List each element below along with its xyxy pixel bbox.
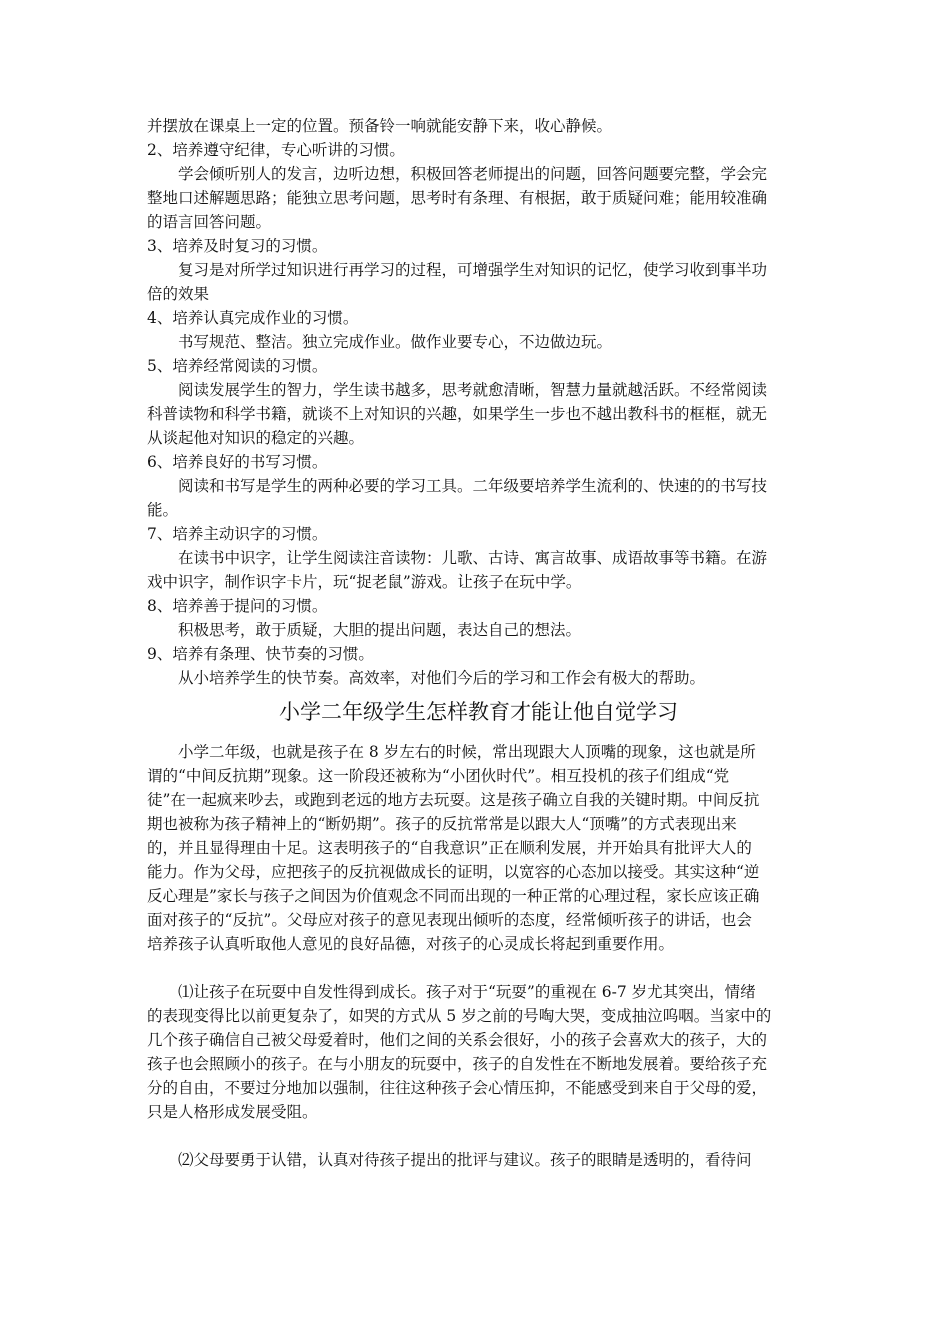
section-heading: 9、培养有条理、快节奏的习惯。	[147, 645, 374, 663]
section-heading: 6、培养良好的书写习惯。	[147, 453, 328, 471]
text-line: 反心理是”家长与孩子之间因为价值观念不同而出现的一种正常的心理过程，家长应该正确	[147, 887, 760, 905]
text-line: 书写规范、整洁。独立完成作业。做作业要专心，不边做边玩。	[178, 333, 613, 351]
section-heading: 4、培养认真完成作业的习惯。	[147, 309, 359, 327]
text-line: 并摆放在课桌上一定的位置。预备铃一响就能安静下来，收心静候。	[147, 117, 613, 135]
text-line: 培养孩子认真听取他人意见的良好品德，对孩子的心灵成长将起到重要作用。	[147, 935, 675, 953]
section-heading: 7、培养主动识字的习惯。	[147, 525, 328, 543]
section-heading: 8、培养善于提问的习惯。	[147, 597, 328, 615]
text-line: 谓的“中间反抗期”现象。这一阶段还被称为“小团伙时代”。相互投机的孩子们组成“党	[147, 767, 730, 785]
text-line: 阅读发展学生的智力，学生读书越多，思考就愈清晰，智慧力量就越活跃。不经常阅读	[178, 381, 768, 399]
text-line: 分的自由，不要过分地加以强制，往往这种孩子会心情压抑，不能感受到来自于父母的爱，	[147, 1079, 768, 1097]
text-line: 能力。作为父母，应把孩子的反抗视做成长的证明，以宽容的心态加以接受。其实这种“逆	[147, 863, 760, 881]
text-line: ⑵父母要勇于认错，认真对待孩子提出的批评与建议。孩子的眼睛是透明的，看待问	[178, 1151, 752, 1169]
article-title: 小学二年级学生怎样教育才能让他自觉学习	[279, 700, 678, 724]
section-heading: 3、培养及时复习的习惯。	[147, 237, 328, 255]
text-line: 几个孩子确信自己被父母爱着时，他们之间的关系会很好，小的孩子会喜欢大的孩子，大的	[147, 1031, 768, 1049]
text-line: 孩子也会照顾小的孩子。在与小朋友的玩耍中，孩子的自发性在不断地发展着。要给孩子充	[147, 1055, 768, 1073]
text-line: 在读书中识字，让学生阅读注音读物：儿歌、古诗、寓言故事、成语故事等书籍。在游	[178, 549, 768, 567]
text-line: 期也被称为孩子精神上的“断奶期”。孩子的反抗常常是以跟大人“顶嘴”的方式表现出来	[147, 815, 737, 833]
text-line: 戏中识字，制作识字卡片，玩“捉老鼠”游戏。让孩子在玩中学。	[147, 573, 582, 591]
text-line: 从谈起他对知识的稳定的兴趣。	[147, 429, 365, 447]
text-line: 科普读物和科学书籍，就谈不上对知识的兴趣，如果学生一步也不越出教科书的框框，就无	[147, 405, 768, 423]
text-line: ⑴让孩子在玩耍中自发性得到成长。孩子对于“玩耍”的重视在 6-7 岁尤其突出，情绪	[178, 983, 756, 1001]
text-line: 整地口述解题思路；能独立思考问题，思考时有条理、有根据，敢于质疑问难；能用较准确	[147, 189, 768, 207]
text-line: 徒”在一起疯来吵去，或跑到老远的地方去玩耍。这是孩子确立自我的关键时期。中间反抗	[147, 791, 760, 809]
text-line: 的表现变得比以前更复杂了，如哭的方式从 5 岁之前的号啕大哭，变成抽泣呜咽。当家中的	[147, 1007, 772, 1025]
text-line: 积极思考，敢于质疑，大胆的提出问题，表达自己的想法。	[178, 621, 582, 639]
section-heading: 2、培养遵守纪律，专心听讲的习惯。	[147, 141, 405, 159]
text-line: 复习是对所学过知识进行再学习的过程，可增强学生对知识的记忆，使学习收到事半功	[178, 261, 768, 279]
text-line: 阅读和书写是学生的两种必要的学习工具。二年级要培养学生流利的、快速的的书写技	[178, 477, 768, 495]
text-line: 学会倾听别人的发言，边听边想，积极回答老师提出的问题，回答问题要完整，学会完	[178, 165, 768, 183]
paragraph-gap	[147, 1124, 810, 1148]
section-heading: 5、培养经常阅读的习惯。	[147, 357, 328, 375]
text-line: 从小培养学生的快节奏。高效率，对他们今后的学习和工作会有极大的帮助。	[178, 669, 706, 687]
text-line: 倍的效果	[147, 285, 210, 303]
text-line: 的，并且显得理由十足。这表明孩子的“自我意识”正在顺利发展，并开始具有批评大人的	[147, 839, 752, 857]
document-page	[147, 114, 810, 1172]
text-line: 的语言回答问题。	[147, 213, 272, 231]
text-line: 面对孩子的“反抗”。父母应对孩子的意见表现出倾听的态度，经常倾听孩子的讲话，也会	[147, 911, 752, 929]
text-line: 能。	[147, 501, 179, 519]
text-line: 小学二年级，也就是孩子在 8 岁左右的时候，常出现跟大人顶嘴的现象，这也就是所	[178, 743, 756, 761]
paragraph-gap	[147, 956, 810, 980]
text-line: 只是人格形成发展受阻。	[147, 1103, 318, 1121]
